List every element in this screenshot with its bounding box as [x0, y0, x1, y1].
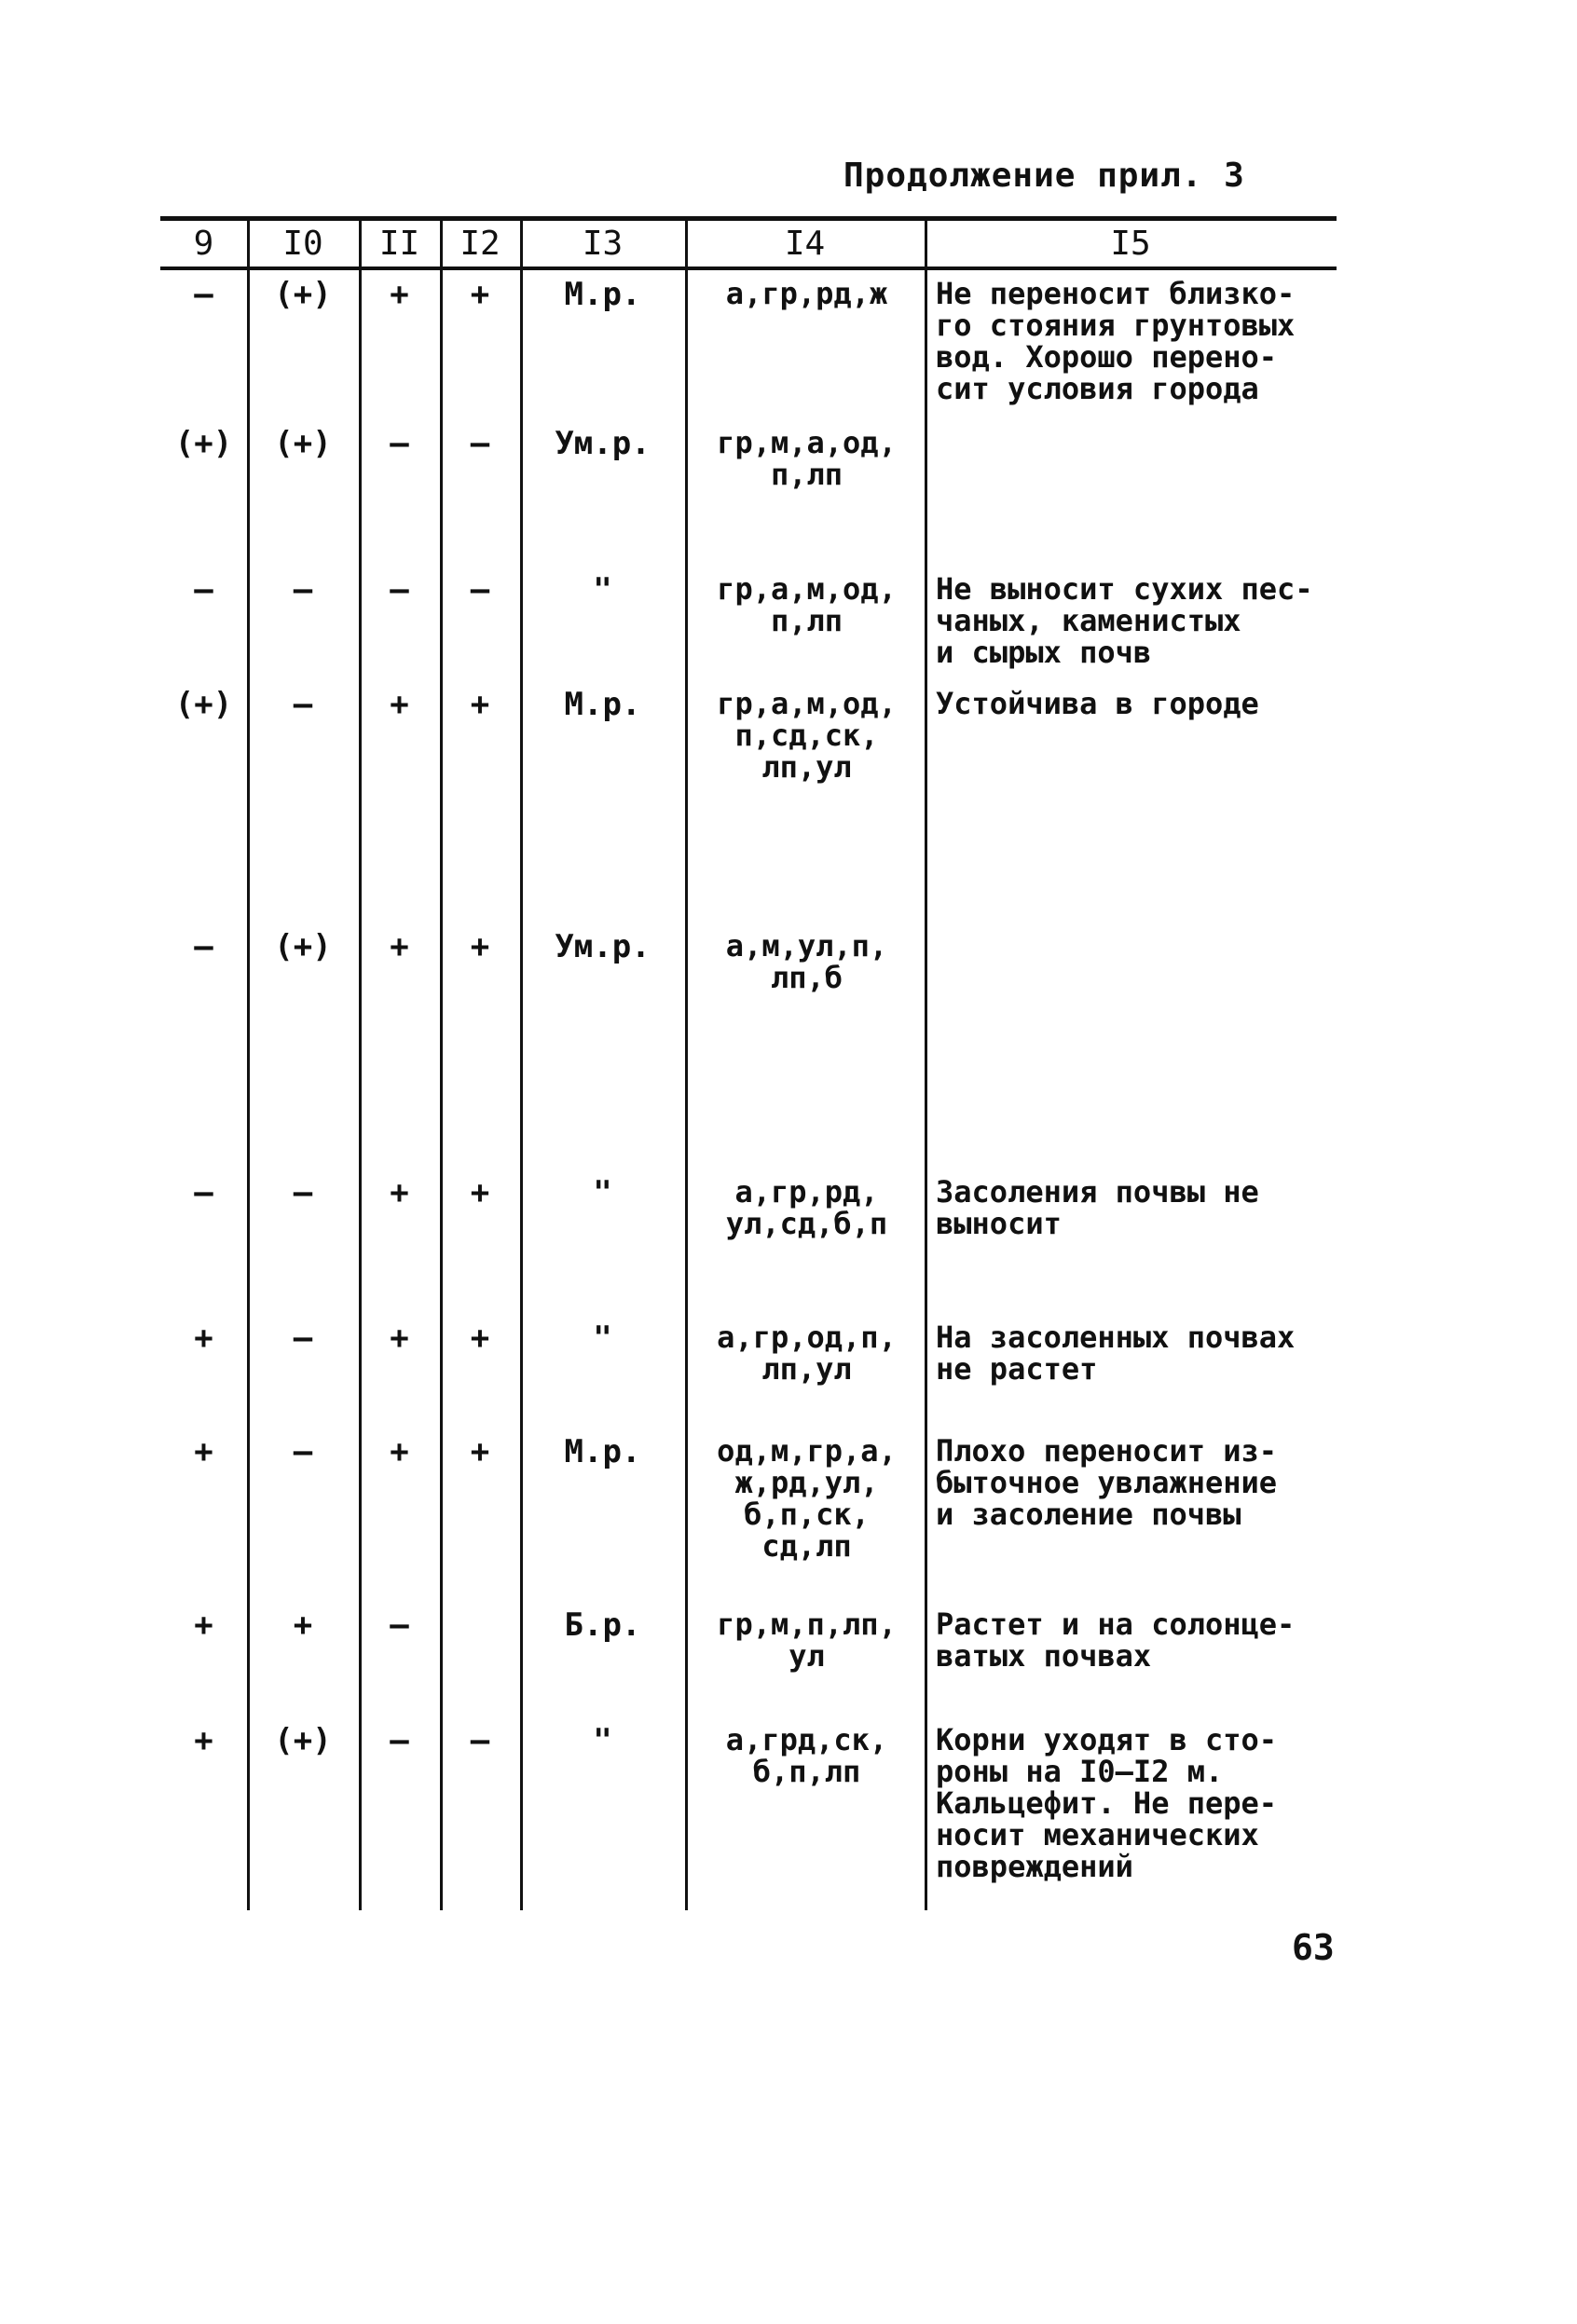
column-header: I3	[582, 225, 624, 263]
cell-col-12: +	[470, 928, 490, 965]
cell-col-10: (+)	[274, 1722, 332, 1759]
column-separator	[247, 216, 250, 1910]
cell-col-13: М.р.	[564, 276, 641, 313]
cell-col-14-line: гр,м,а,од,	[717, 425, 897, 460]
cell-col-12: +	[470, 1433, 490, 1470]
cell-col-10: –	[293, 1174, 313, 1211]
cell-col-14-line: од,м,гр,а,	[717, 1433, 897, 1469]
cell-col-14-line: гр,а,м,од,	[717, 686, 897, 721]
cell-col-11: +	[390, 1433, 409, 1470]
column-header: I2	[459, 225, 501, 263]
column-header: 9	[193, 225, 214, 263]
cell-col-12: –	[470, 425, 490, 462]
cell-col-14-line: ж,рд,ул,	[734, 1465, 879, 1500]
cell-col-10: +	[293, 1606, 313, 1644]
cell-col-14-line: гр,м,п,лп,	[717, 1606, 897, 1642]
top-rule	[160, 216, 1337, 221]
cell-col-15-line: Устойчива в городе	[936, 686, 1259, 721]
cell-col-14-line: п,сд,ск,	[734, 718, 879, 753]
cell-col-13: М.р.	[564, 686, 641, 723]
cell-col-14-line: ул	[788, 1638, 825, 1674]
cell-col-14-line: сд,лп	[761, 1528, 852, 1564]
cell-col-15-line: Засоления почвы не	[936, 1174, 1259, 1210]
cell-col-14-line: п,лп	[770, 603, 843, 638]
cell-col-12: –	[470, 571, 490, 608]
cell-col-10: –	[293, 1433, 313, 1470]
cell-col-9: –	[194, 276, 213, 313]
cell-col-13: М.р.	[564, 1433, 641, 1470]
cell-col-15-line: го стояния грунтовых	[936, 308, 1296, 343]
column-header: I4	[784, 225, 826, 263]
cell-col-15-line: Не переносит близко-	[936, 276, 1296, 311]
cell-col-13: "	[593, 571, 612, 608]
column-separator	[440, 216, 443, 1910]
cell-col-13: Ум.р.	[555, 928, 651, 965]
column-separator	[520, 216, 523, 1910]
cell-col-12: +	[470, 276, 490, 313]
cell-col-12: –	[470, 1722, 490, 1759]
cell-col-11: –	[390, 1722, 409, 1759]
column-header: I0	[282, 225, 323, 263]
cell-col-15-line: и сырых почв	[936, 635, 1152, 670]
cell-col-15-line: выносит	[936, 1206, 1062, 1241]
cell-col-11: +	[390, 928, 409, 965]
cell-col-15-line: Корни уходят в сто-	[936, 1722, 1278, 1757]
cell-col-15-line: На засоленных почвах	[936, 1319, 1296, 1355]
header-rule	[160, 267, 1337, 270]
cell-col-15-line: Не выносит сухих пес-	[936, 571, 1313, 607]
cell-col-15-line: Растет и на солонце-	[936, 1606, 1296, 1642]
cell-col-14-line: б,п,лп	[752, 1754, 861, 1789]
cell-col-10: –	[293, 686, 313, 723]
cell-col-14-line: гр,а,м,од,	[717, 571, 897, 607]
cell-col-11: +	[390, 686, 409, 723]
cell-col-13: "	[593, 1319, 612, 1357]
cell-col-15-line: Плохо переносит из-	[936, 1433, 1278, 1469]
cell-col-11: +	[390, 1174, 409, 1211]
cell-col-15-line: роны на I0–I2 м.	[936, 1754, 1224, 1789]
cell-col-14-line: а,гр,рд,ж	[725, 276, 888, 311]
cell-col-10: (+)	[274, 276, 332, 313]
column-separator	[925, 216, 927, 1910]
cell-col-14-line: б,п,ск,	[744, 1497, 870, 1532]
cell-col-9: –	[194, 571, 213, 608]
cell-col-14-line: а,грд,ск,	[725, 1722, 888, 1757]
cell-col-13: "	[593, 1174, 612, 1211]
cell-col-9: +	[194, 1606, 213, 1644]
cell-col-11: –	[390, 571, 409, 608]
cell-col-14-line: лп,б	[770, 960, 843, 995]
cell-col-11: –	[390, 1606, 409, 1644]
cell-col-11: –	[390, 425, 409, 462]
cell-col-9: –	[194, 928, 213, 965]
cell-col-14-line: а,гр,рд,	[734, 1174, 879, 1210]
column-header: I5	[1110, 225, 1151, 263]
cell-col-15-line: чаных, каменистых	[936, 603, 1241, 638]
cell-col-12: +	[470, 1174, 490, 1211]
cell-col-12: +	[470, 1319, 490, 1357]
cell-col-9: +	[194, 1433, 213, 1470]
cell-col-9: +	[194, 1722, 213, 1759]
cell-col-12: +	[470, 686, 490, 723]
cell-col-9: (+)	[174, 686, 233, 723]
cell-col-14-line: п,лп	[770, 457, 843, 492]
cell-col-10: –	[293, 1319, 313, 1357]
column-header: II	[378, 225, 420, 263]
cell-col-15-line: носит механических	[936, 1817, 1259, 1852]
cell-col-11: +	[390, 276, 409, 313]
cell-col-9: (+)	[174, 425, 233, 462]
cell-col-14-line: лп,ул	[761, 1351, 852, 1387]
cell-col-15-line: сит условия города	[936, 371, 1259, 406]
cell-col-15-line: повреждений	[936, 1849, 1133, 1884]
cell-col-10: (+)	[274, 928, 332, 965]
cell-col-14-line: а,гр,од,п,	[717, 1319, 897, 1355]
column-separator	[685, 216, 688, 1910]
cell-col-14-line: а,м,ул,п,	[725, 928, 888, 964]
cell-col-15-line: вод. Хорошо перено-	[936, 339, 1278, 375]
page-number: 63	[1292, 1927, 1335, 1968]
cell-col-14-line: лп,ул	[761, 749, 852, 785]
cell-col-11: +	[390, 1319, 409, 1357]
cell-col-13: "	[593, 1722, 612, 1759]
cell-col-9: +	[194, 1319, 213, 1357]
cell-col-10: (+)	[274, 425, 332, 462]
cell-col-15-line: Кальцефит. Не пере-	[936, 1785, 1278, 1821]
cell-col-13: Ум.р.	[555, 425, 651, 462]
cell-col-15-line: не растет	[936, 1351, 1098, 1387]
cell-col-10: –	[293, 571, 313, 608]
cell-col-15-line: ватых почвах	[936, 1638, 1152, 1674]
cell-col-9: –	[194, 1174, 213, 1211]
cell-col-15-line: быточное увлажнение	[936, 1465, 1278, 1500]
cell-col-13: Б.р.	[564, 1606, 641, 1644]
cell-col-14-line: ул,сд,б,п	[725, 1206, 888, 1241]
caption: Продолжение прил. 3	[843, 157, 1245, 195]
cell-col-15-line: и засоление почвы	[936, 1497, 1241, 1532]
column-separator	[359, 216, 362, 1910]
